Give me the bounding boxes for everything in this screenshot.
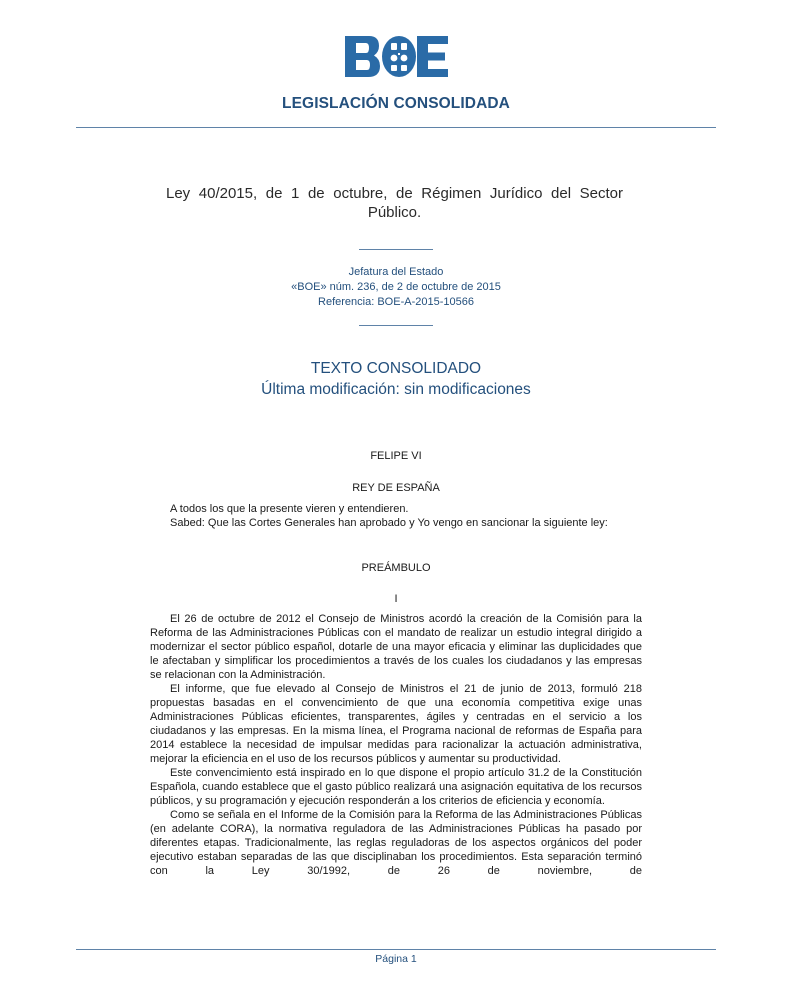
king-name: FELIPE VI bbox=[370, 450, 422, 462]
consolidated-label: TEXTO CONSOLIDADO bbox=[310, 360, 482, 377]
meta-divider-top bbox=[359, 249, 433, 250]
last-modification: Última modificación: sin modificaciones bbox=[261, 381, 531, 398]
preamble-text bbox=[150, 612, 642, 878]
king-title: REY DE ESPAÑA bbox=[352, 482, 440, 494]
boe-logo-graphic bbox=[345, 36, 448, 77]
paragraph: Este convencimiento está inspirado en lo que dispone el propio artículo 31.2 de la Constitución Española, cuando establece que el gasto público realizará una asignación equitativa de los recursos públicos, y su programación y ejecución responderán a los criterios de eficiencia y economía. bbox=[150, 767, 642, 807]
paragraph: Como se señala en el Informe de la Comisión para la Reforma de las Administraciones Públicas (en adelante CORA), la normativa reguladora de las Administraciones Públicas ha pasado por diferentes etapas. Tradicionalmente, las reglas reguladoras de los aspectos orgánicos del poder ejecutivo estaban separadas de las que disciplinaban los procedimientos. Esta separación terminó con la Ley 30/1992, de 26 de noviembre, de bbox=[150, 809, 642, 877]
publication-line: «BOE» núm. 236, de 2 de octubre de 2015 bbox=[291, 281, 501, 293]
footer-divider bbox=[76, 949, 716, 950]
page-number: Página 1 bbox=[375, 953, 417, 965]
consolidated-block bbox=[76, 358, 716, 400]
header-divider bbox=[76, 127, 716, 128]
intro-text bbox=[150, 502, 642, 530]
paragraph: El 26 de octubre de 2012 el Consejo de Ministros acordó la creación de la Comisión para la Reforma de las Administraciones Públicas con el mandato de realizar un estudio integral dirigido a modernizar el sector público español, dotarle de una mayor eficacia y eliminar las duplicidades que le afectaban y simplificar los procedimientos a través de los cuales los ciudadanos y las empresas se relacionan con la Administración. bbox=[150, 613, 642, 681]
intro-paragraph: Sabed: Que las Cortes Generales han aprobado y Yo vengo en sancionar la siguiente ley: bbox=[170, 517, 608, 529]
meta-divider-bottom bbox=[359, 325, 433, 326]
intro-paragraph: A todos los que la presente vieren y entendieren. bbox=[170, 503, 409, 515]
law-title: Ley 40/2015, de 1 de octubre, de Régimen Jurídico del Sector Público. bbox=[166, 185, 623, 221]
issuer: Jefatura del Estado bbox=[348, 266, 444, 278]
boe-logo bbox=[345, 36, 448, 77]
preamble-heading: PREÁMBULO bbox=[361, 562, 431, 574]
section-number: I bbox=[394, 593, 398, 605]
reference: Referencia: BOE-A-2015-10566 bbox=[318, 296, 474, 308]
paragraph: El informe, que fue elevado al Consejo de Ministros el 21 de junio de 2013, formuló 218 propuestas basadas en el convencimiento de que una economía competitiva exige unas Administraciones Públicas eficientes, transparentes, ágiles y centradas en el servicio a los ciudadanos y las empresas. En la misma línea, el Programa nacional de reformas de España para 2014 establece la necesidad de impulsar medidas para racionalizar la actuación administrativa, mejorar la eficiencia en el uso de los recursos públicos y aumentar su productividad. bbox=[150, 683, 642, 765]
header-title: LEGISLACIÓN CONSOLIDADA bbox=[282, 95, 510, 112]
publication-metadata bbox=[76, 265, 716, 310]
